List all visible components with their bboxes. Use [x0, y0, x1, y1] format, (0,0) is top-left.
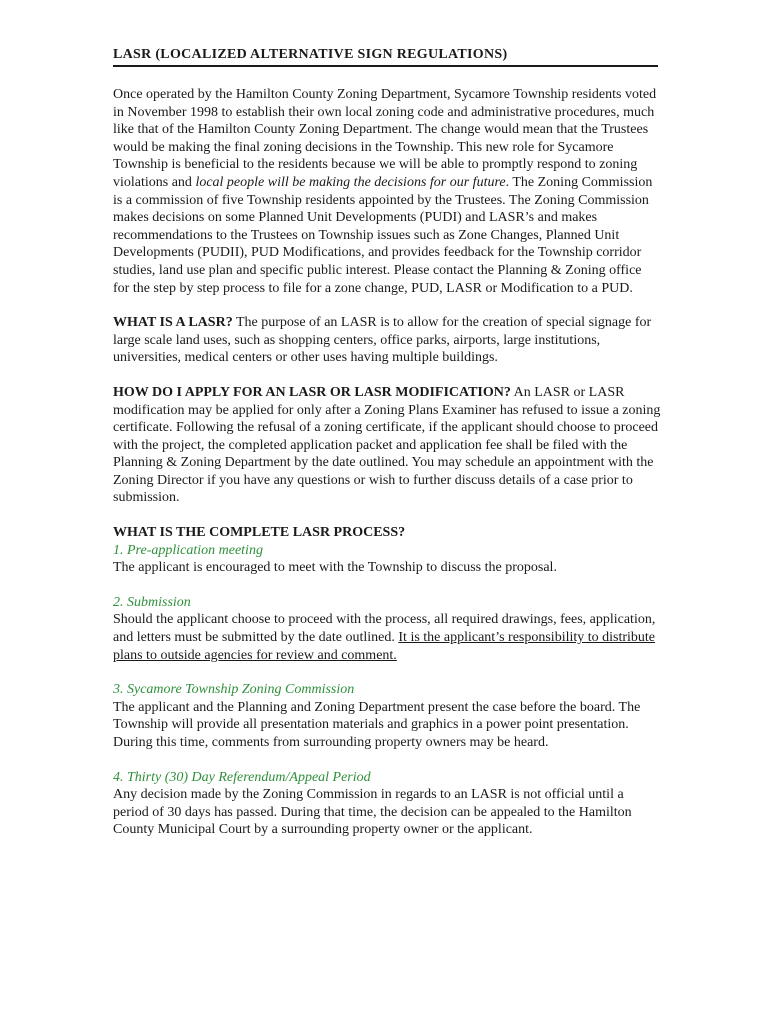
what-is-paragraph: [113, 314, 661, 367]
document-body: [113, 86, 661, 856]
step-2: [113, 594, 661, 664]
step-2-text: Should the applicant choose to proceed with the process, all required drawings, fees, application, and letters must be submitted by the date outlined.: [113, 612, 656, 646]
step-3-text: The applicant and the Planning and Zoning Department present the case before the board. The Township will provide all presentation materials and graphics in a power point presentation. During this time, comments from surrounding property owners may be heard.: [113, 699, 641, 750]
step-2-underlined: It is the applicant’s responsibility to distribute plans to outside agencies for review and comment.: [113, 630, 656, 663]
intro-text-2: . The Zoning Commission is a commission of five Township residents appointed by the Trustees. The Zoning Commission makes decisions on some Planned Unit Developments (PUDI) and LASR’s and makes recommendations to the Trustees on Township issues such as Zone Changes, Planned Unit Developments (PUDII), PUD Modifications, and provides feedback for the Township corridor studies, land use plan and specific public interest. Please contact the Planning & Zoning office for the step by step process to file for a zone change, PUD, LASR or Modification to a PUD.: [113, 174, 653, 296]
page-title: LASR (LOCALIZED ALTERNATIVE SIGN REGULATIONS): [113, 47, 508, 62]
process-section: [113, 524, 661, 577]
process-heading: WHAT IS THE COMPLETE LASR PROCESS?: [113, 525, 406, 541]
title-divider: [113, 65, 658, 67]
step-2-title: 2. Submission: [113, 594, 191, 610]
how-apply-text: An LASR or LASR modification may be applied for only after a Zoning Plans Examiner has refused to issue a zoning certificate. Following the refusal of a zoning certificate, if the applicant should choose to proceed with the project, the completed application packet and application fee shall be filed with the Planning & Zoning Department by the date outlined. You may schedule an appointment with the Zoning Director if you have any questions or wish to further discuss details of a case prior to submission.: [113, 384, 661, 506]
step-4-title: 4. Thirty (30) Day Referendum/Appeal Period: [113, 769, 371, 785]
step-3-title: 3. Sycamore Township Zoning Commission: [113, 682, 355, 698]
step-2-body: [113, 611, 661, 664]
how-apply-heading: HOW DO I APPLY FOR AN LASR OR LASR MODIFICATION?: [113, 384, 511, 400]
how-apply-paragraph: [113, 384, 661, 507]
step-1-text: The applicant is encouraged to meet with the Township to discuss the proposal.: [113, 560, 557, 576]
step-3: [113, 681, 661, 751]
what-is-text: The purpose of an LASR is to allow for the creation of special signage for large scale land uses, such as shopping centers, office parks, airports, large institutions, universities, medical centers or other uses having multiple buildings.: [113, 315, 652, 366]
intro-paragraph: [113, 86, 661, 297]
intro-text-1: Once operated by the Hamilton County Zoning Department, Sycamore Township residents voted in November 1998 to establish their own local zoning code and administrative procedures, much like that of the Hamilton County Zoning Department. The change would mean that the Trustees would be making the final zoning decisions in the Township. This new role for Sycamore Township is beneficial to the residents because we will be able to promptly respond to zoning violations and: [113, 87, 657, 190]
step-4-text: Any decision made by the Zoning Commission in regards to an LASR is not official until a period of 30 days has passed. During that time, the decision can be appealed to the Hamilton County Municipal Court by a surrounding property owner or the applicant.: [113, 787, 632, 838]
step-1-title: 1. Pre-application meeting: [113, 542, 263, 558]
intro-italic: local people will be making the decisions for our future: [195, 174, 506, 190]
step-4: [113, 769, 661, 839]
what-is-heading: WHAT IS A LASR?: [113, 315, 233, 331]
